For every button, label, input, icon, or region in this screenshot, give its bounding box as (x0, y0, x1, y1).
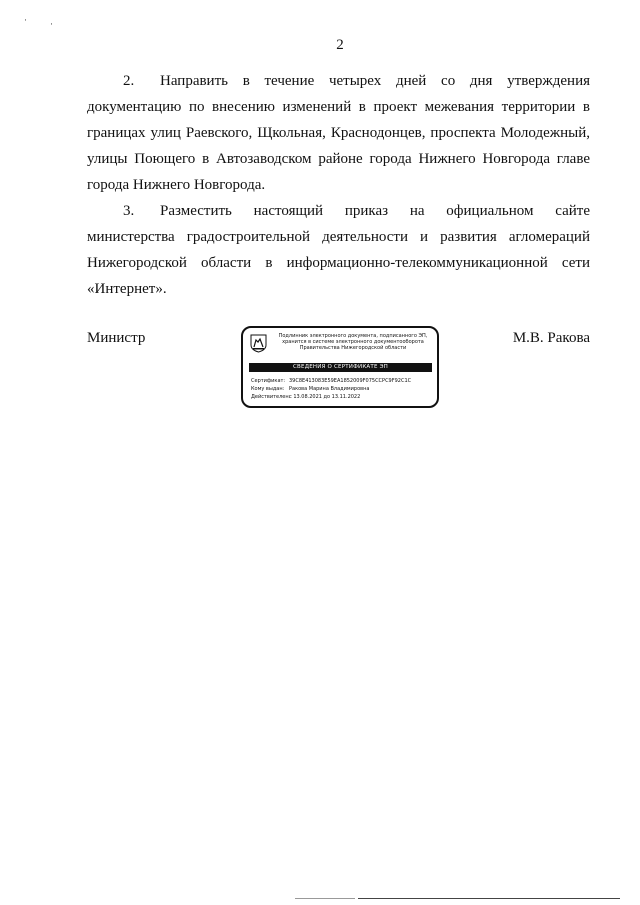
certificate-row (251, 377, 411, 385)
stamp-header-line: Подлинник электронного документа, подписанного ЭП, (278, 333, 428, 339)
stamp-header-line: Правительства Нижегородской области (299, 345, 407, 351)
certificate-key: Сертификат: (251, 378, 286, 384)
signer-name: М.В. Ракова (512, 330, 590, 346)
scan-artifact-dot: · (50, 19, 53, 29)
certificate-serial: 39C8E413083E59EA1852009F075CCPC9F92C1C (289, 378, 412, 384)
paragraph-text: Разместить настоящий приказ на официальном сайте министерства градостроительной деятельности и развития агломераций Нижегородской области в информационно-телекоммуникационной сети «Интернет». (87, 203, 590, 297)
stamp-header-line: хранится в системе электронного документооборота (282, 339, 424, 345)
signer-title: Министр (87, 330, 146, 346)
certificate-label: СВЕДЕНИЯ О СЕРТИФИКАТЕ ЭП (249, 363, 432, 372)
validity-row (251, 393, 411, 401)
certificate-details (251, 377, 411, 401)
nizhny-novgorod-emblem-icon (250, 334, 267, 353)
page-number: 2 (336, 37, 344, 53)
scan-artifact-dot: · (24, 15, 27, 25)
order-paragraph-3 (87, 198, 590, 302)
stamp-header (271, 333, 435, 351)
electronic-signature-stamp (241, 326, 439, 408)
validity-key: Действителен: (251, 394, 291, 400)
issued-to-row (251, 385, 411, 393)
scan-footer-line (295, 898, 355, 899)
issued-to-value: Ракова Марина Владимировна (289, 386, 370, 392)
paragraph-number: 3. (123, 203, 135, 219)
validity-value: с 13.08.2021 до 13.11.2022 (289, 394, 361, 400)
paragraph-number: 2. (123, 73, 135, 89)
issued-to-key: Кому выдан: (251, 386, 285, 392)
order-paragraph-2 (87, 68, 590, 198)
paragraph-text: Направить в течение четырех дней со дня утверждения документацию по внесению изменений в проект межевания территории в границах улиц Раевского, Щкольная, Краснодонцев, проспекта Молодежный, улицы Поющего в Автозаводском районе города Нижнего Новгорода главе города Нижнего Новгорода. (87, 73, 590, 193)
scan-footer-line (358, 898, 620, 899)
